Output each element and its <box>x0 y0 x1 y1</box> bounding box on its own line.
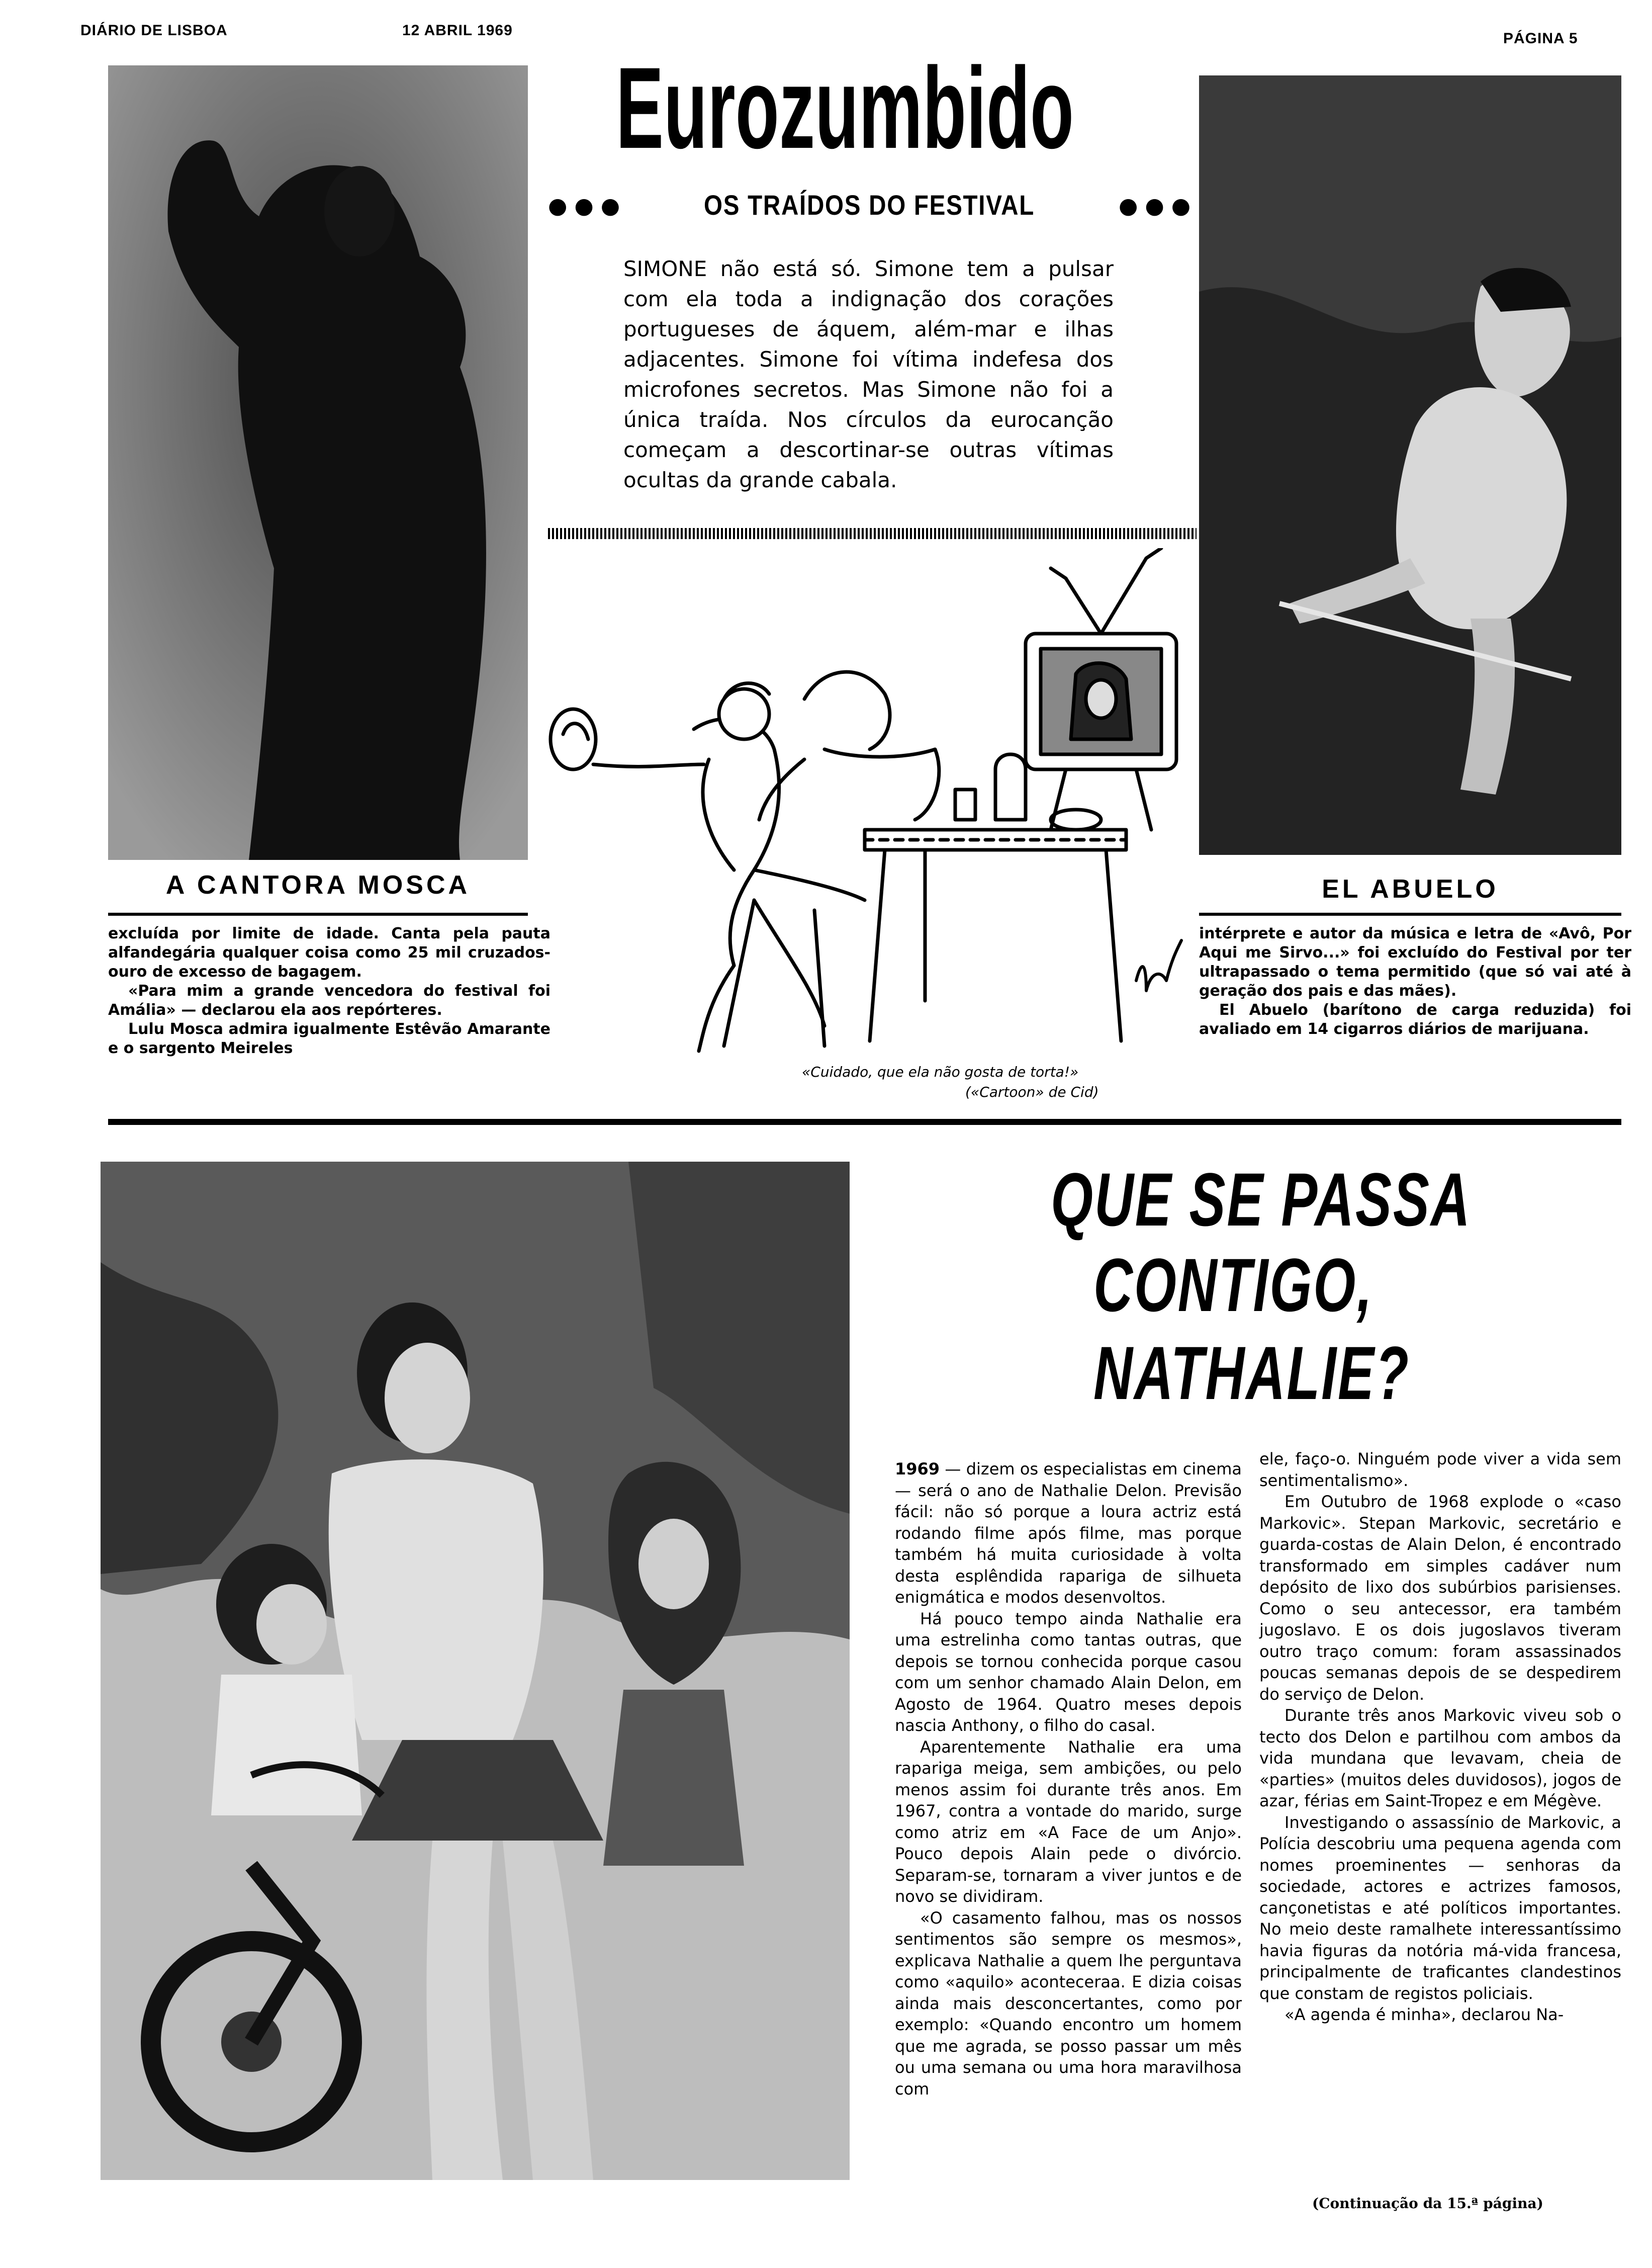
feature-intro: SIMONE não está só. Simone tem a pulsar com ela toda a indignação dos corações portugueses de áquem, além-mar e ilhas adjacentes. Simone foi vítima indefesa dos microfones secretos. Mas Simone não foi a única traída. Nos círculos da eurocanção começam a descortinar-se outras vítimas ocultas da grande cabala. <box>623 256 1114 492</box>
right-caption-title: EL ABUELO <box>1322 875 1499 904</box>
right-caption-text <box>1199 924 1631 1039</box>
left-caption-para-1: excluída por limite de idade. Canta pela pauta alfandegária qualquer coisa como 25 mil cruzados-ouro de excesso de bagagem. <box>108 925 550 981</box>
right-caption-para-2: El Abuelo (barítono de carga reduzida) foi avaliado em 14 cigarros diários de marijuana. <box>1199 1001 1631 1038</box>
article-column-2 <box>1259 1448 1621 2026</box>
cartoon-caption-line2: («Cartoon» de Cid) <box>965 1084 1099 1100</box>
cartoon-illustration <box>543 548 1197 1061</box>
left-caption-text <box>108 924 550 1058</box>
cartoon-drawing <box>543 548 1197 1061</box>
article-col1-para-1: Há pouco tempo ainda Nathalie era uma estrelinha como tantas outras, que depois se tornou conhecida porque casou com um senhor chamado Alain Delon, em Agosto de 1964. Quatro meses depois nascia Anthony, o filho do casal. <box>895 1609 1242 1735</box>
article-headline-line2: CONTIGO, <box>1093 1243 1374 1327</box>
article-lead-year: 1969 <box>895 1459 940 1478</box>
right-caption-para-1: intérprete e autor da música e letra de «Avô, Por Aqui me Sirvo...» foi excluído do Festival por ter ultrapassado o tema permitido (que só vai até à geração dos pais e das mães). <box>1199 925 1631 1000</box>
photo-el-abuelo <box>1199 75 1621 855</box>
left-dots-ornament: ●●● <box>548 193 627 219</box>
article-lead-text: — dizem os especialistas em cinema — será o ano de Nathalie Delon. Previsão fácil: não só porque a loura actriz está rodando filme após filme, mas porque também há muita curiosidade à volta desta esplêndida rapariga de silhueta enigmática e modos desenvoltos. <box>895 1459 1242 1607</box>
article-headline-line3: NATHALIE? <box>1093 1331 1410 1415</box>
left-caption-para-2: «Para mim a grande vencedora do festival foi Amália» — declarou ela aos repórteres. <box>108 982 550 1019</box>
right-dots-ornament: ●●● <box>1119 193 1198 219</box>
photo-nathalie-delon <box>101 1162 850 2180</box>
family-on-motorbike-image <box>101 1162 850 2180</box>
photo-cantora-mosca <box>108 65 528 860</box>
article-col1-para-3: «O casamento falhou, mas os nossos sentimentos são sempre os mesmos», explicava Nathalie a quem lhe perguntava como «aquilo» aconteceraa. E dizia coisas ainda mais desconcertantes, como por exemplo: «Quando encontro um homem que me agrada, se posso passar um mês ou uma semana ou uma hora maravilhosa com <box>895 1908 1242 2099</box>
page-number: PÁGINA 5 <box>1503 30 1578 47</box>
feature-title: Eurozumbido <box>616 43 1074 172</box>
article-col2-para-4: «A agenda é minha», declarou Na- <box>1284 2005 1564 2024</box>
continuation-note: (Continuação da 15.ª página) <box>1312 2195 1543 2212</box>
article-headline-line1: QUE SE PASSA <box>1051 1157 1472 1242</box>
left-caption-para-3: Lulu Mosca admira igualmente Estêvão Amarante e o sargento Meireles <box>108 1020 550 1057</box>
article-col1-para-2: Aparentemente Nathalie era uma rapariga meiga, sem ambições, ou pelo menos assim foi durante três anos. Em 1967, contra a vontade do marido, surge como atriz em «A Face de um Anjo». Pouco depois Alain pede o divórcio. Separam-se, tornaram a viver juntos e de novo se dividiram. <box>895 1737 1242 1906</box>
right-caption-rule <box>1199 913 1621 916</box>
article-column-1 <box>895 1458 1242 2100</box>
issue-date: 12 ABRIL 1969 <box>402 22 513 39</box>
child-figure-image <box>1199 75 1621 855</box>
left-caption-rule <box>108 913 528 916</box>
newspaper-name: DIÁRIO DE LISBOA <box>80 22 228 39</box>
article-col2-first: ele, faço-o. Ninguém pode viver a vida sem sentimentalismo». <box>1259 1449 1621 1490</box>
article-col2-para-3: Investigando o assassínio de Markovic, a Polícia descobriu uma pequena agenda com nomes proeminentes — senhoras da sociedade, actores e actrizes famosos, cançonetistas e até políticos importantes. No meio deste ramalhete interessantíssimo havia figuras da notória má-vida francesa, principalmente de traficantes clandestinos que constam de registos policiais. <box>1259 1812 1621 2003</box>
article-col2-para-2: Durante três anos Markovic viveu sob o tecto dos Delon e partilhou com ambos da vida mundana que levavam, cheia de «parties» (muitos deles duvidosos), jogos de azar, férias em Saint-Tropez e em Mégève. <box>1259 1706 1621 1810</box>
article-col2-para-1: Em Outubro de 1968 explode o «caso Markovic». Stepan Markovic, secretário e guarda-costas de Alain Delon, é encontrado transformado em simples cadáver num depósito de lixo dos subúrbios parisienses. Como o seu antecessor, era também jugoslavo. E os dois jugoslavos tiveram outro traço comum: foram assassinados poucas semanas depois de se despedirem do serviço de Delon. <box>1259 1492 1621 1704</box>
section-divider <box>108 1119 1621 1125</box>
hatched-divider <box>548 528 1197 539</box>
left-caption-title: A CANTORA MOSCA <box>165 870 471 900</box>
article-lead-paragraph <box>895 1458 1242 1608</box>
cartoon-caption-line1: «Cuidado, que ela não gosta de torta!» <box>802 1064 1079 1080</box>
singer-silhouette-image <box>108 65 528 860</box>
feature-subtitle: OS TRAÍDOS DO FESTIVAL <box>704 189 1035 221</box>
